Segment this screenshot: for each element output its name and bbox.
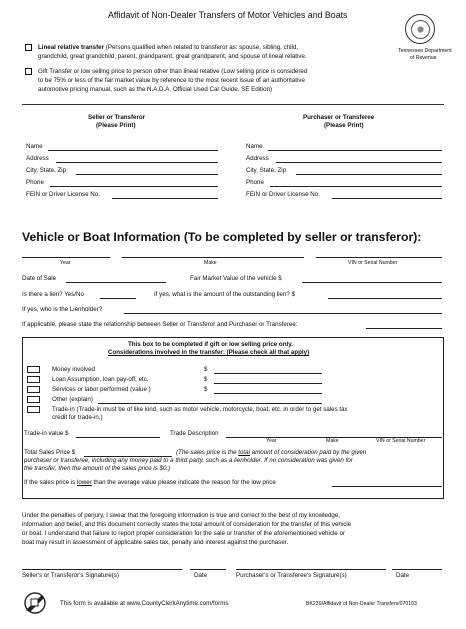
gift-transfer-line2: to be 75% or less of the fair market value by reference to the most recent issue of an authoritative	[38, 77, 305, 84]
seller-title: Seller or Transferor	[88, 114, 146, 121]
lienholder-label: If yes, who is the Lienholder?	[22, 306, 103, 313]
money-dollar: $	[204, 366, 208, 373]
buyer-signature-label: Purchaser's or Transferee's Signature(s)	[236, 572, 347, 579]
seller-date-field[interactable]	[190, 569, 226, 570]
seller-city-field[interactable]	[76, 174, 218, 175]
money-involved-label: Money involved	[52, 366, 95, 373]
buyer-address-label: Address	[246, 155, 269, 162]
buyer-city-field[interactable]	[296, 174, 442, 175]
perjury-line2: information and belief, and this document correctly states the total amount of consideration for the transfer of this vehicle	[22, 521, 352, 528]
seller-print-note: (Please Print)	[96, 122, 136, 129]
relationship-field[interactable]	[366, 328, 442, 329]
seller-address-field[interactable]	[56, 162, 218, 163]
lineal-relative-checkbox[interactable]	[25, 44, 32, 51]
seller-name-label: Name	[26, 143, 43, 150]
date-of-sale-label: Date of Sale	[22, 275, 57, 282]
form-availability-note: This form is available at www.CountyClerkAnytime.com/forms	[60, 600, 229, 607]
buyer-print-note: (Please Print)	[324, 122, 364, 129]
seller-date-label: Date	[194, 572, 208, 579]
perjury-line3: or boat. I understand that failure to report proper consideration for the sale or transfer of the aforementioned vehicle or	[22, 530, 345, 537]
services-label: Services or labor performed (value )	[52, 386, 151, 393]
vehicle-heading: Vehicle or Boat Information (To be completed by seller or transferor):	[22, 230, 422, 244]
vehicle-year-caption: Year	[60, 260, 71, 266]
services-field[interactable]	[214, 393, 322, 394]
gift-transfer-line1: Gift Transfer or low selling price to person other than lineal relative (Low selling price is considered	[38, 68, 308, 75]
lienholder-field[interactable]	[124, 313, 442, 314]
relationship-label: If applicable, please state the relationship between Seller or Transferor and Purchaser or Transferee:	[22, 321, 298, 328]
lineal-relative-line1: Lineal relative transfer (Persons qualified when related to transferor as: spouse, sibling, child,	[38, 44, 299, 51]
buyer-name-label: Name	[246, 143, 263, 150]
trade-in-checkbox[interactable]	[27, 406, 40, 413]
gift-box-subtitle: Considerations involved in the transfer: (Please check all that apply)	[108, 349, 310, 356]
county-clerk-logo-icon	[22, 590, 48, 616]
fmv-label: Fair Market Value of the vehicle $	[190, 275, 282, 282]
lien-question-field[interactable]	[100, 298, 136, 299]
trade-value-field[interactable]	[76, 437, 160, 438]
lien-amount-field[interactable]	[328, 298, 442, 299]
loan-assumption-label: Loan Assumption, loan pay-off, etc.	[52, 376, 149, 383]
page-title: Affidavit of Non-Dealer Transfers of Motor Vehicles and Boats	[108, 10, 348, 20]
seller-phone-field[interactable]	[50, 186, 218, 187]
total-sales-label: Total Sales Price $	[24, 449, 76, 456]
loan-assumption-checkbox[interactable]	[27, 376, 40, 383]
fmv-field[interactable]	[302, 282, 442, 283]
vehicle-vin-caption: VIN or Serial Number	[348, 260, 398, 266]
gift-transfer-checkbox[interactable]	[25, 68, 32, 75]
trade-in-line1: Trade-in (Trade-in must be of like kind, such as motor vehicle, motorcycle, boat, etc. in order to get sales tax	[52, 406, 348, 413]
money-involved-field[interactable]	[214, 373, 322, 374]
total-note-line3: the transfer, then the amount of the sales price is $0.)	[24, 465, 171, 472]
vehicle-make-field[interactable]	[122, 257, 304, 258]
lower-price-field[interactable]	[332, 486, 442, 487]
buyer-signature-field[interactable]	[236, 569, 386, 570]
buyer-license-field[interactable]	[332, 198, 442, 199]
seller-license-field[interactable]	[112, 198, 218, 199]
trade-year-caption: Year	[266, 438, 277, 444]
total-note-line1: (The sales price is the total amount of consideration paid by the given	[176, 449, 367, 456]
vehicle-year-field[interactable]	[22, 257, 110, 258]
vehicle-vin-field[interactable]	[316, 257, 442, 258]
lineal-relative-line2: grandchild, great grandchild, parent, grandparent, great grandparent, and spouse of lineal relative.	[38, 53, 307, 60]
dept-name-line2: of Revenue	[410, 55, 437, 61]
date-of-sale-field[interactable]	[66, 282, 166, 283]
money-involved-checkbox[interactable]	[27, 366, 40, 373]
seller-name-field[interactable]	[48, 150, 218, 151]
seller-address-label: Address	[26, 155, 49, 162]
vehicle-make-caption: Make	[204, 260, 217, 266]
dept-name-line1: Tennessee Department	[398, 48, 452, 54]
trade-value-label: Trade-in value $	[24, 430, 69, 437]
trade-make-caption: Make	[326, 438, 339, 444]
perjury-line4: boat may result in assessment of applicable sales tax, penalty and interest against the purchaser.	[22, 539, 289, 546]
state-seal-icon	[405, 14, 435, 44]
buyer-phone-label: Phone	[246, 179, 264, 186]
trade-in-line2: credit for trade-in.)	[52, 414, 103, 421]
trade-vin-caption: VIN or Serial Number	[376, 438, 426, 444]
buyer-city-label: City, State, Zip	[246, 167, 287, 174]
services-checkbox[interactable]	[27, 386, 40, 393]
seller-license-label: FEIN or Driver License No.	[26, 191, 100, 198]
perjury-line1: Under the penalties of perjury, I swear that the foregoing information is true and correct to the best of my knowledge,	[22, 512, 341, 519]
section-divider	[22, 104, 444, 105]
other-label: Other (explain)	[52, 396, 93, 403]
buyer-name-field[interactable]	[268, 150, 442, 151]
buyer-address-field[interactable]	[276, 162, 442, 163]
lower-price-label: If the sales price is lower than the average value please indicate the reason for the low price	[24, 479, 276, 486]
buyer-date-label: Date	[396, 572, 410, 579]
buyer-date-field[interactable]	[392, 569, 442, 570]
seller-signature-label: Seller's or Transferor's Signature(s)	[22, 572, 119, 579]
buyer-license-label: FEIN or Driver License No.	[246, 191, 320, 198]
loan-dollar: $	[204, 376, 208, 383]
seller-signature-field[interactable]	[22, 569, 182, 570]
gift-transfer-line3: automotive pricing manual, such as the N.A.D.A. Official Used Car Guide, SE Edition)	[38, 86, 273, 93]
buyer-title: Purchaser or Transferee	[303, 114, 375, 121]
form-id: BK239/Affidavit of Non-Dealer Transfers/070103	[306, 601, 417, 607]
other-checkbox[interactable]	[27, 396, 40, 403]
buyer-phone-field[interactable]	[270, 186, 442, 187]
lien-amount-label: If yes, what is the amount of the outstanding lien? $	[154, 291, 296, 298]
other-field[interactable]	[98, 403, 322, 404]
seller-city-label: City, State, Zip	[26, 167, 67, 174]
trade-desc-label: Trade Description	[170, 430, 219, 437]
seller-phone-label: Phone	[26, 179, 44, 186]
loan-assumption-field[interactable]	[214, 383, 322, 384]
lien-question-label: Is there a lien? Yes/No	[22, 291, 84, 298]
services-dollar: $	[204, 386, 208, 393]
total-note-line2: purchaser or transferee, including any money paid to a third party, such as a lienholder. If no consideration was given for	[24, 457, 353, 464]
gift-box-title: This box to be completed if gift or low selling price only.	[128, 341, 293, 348]
